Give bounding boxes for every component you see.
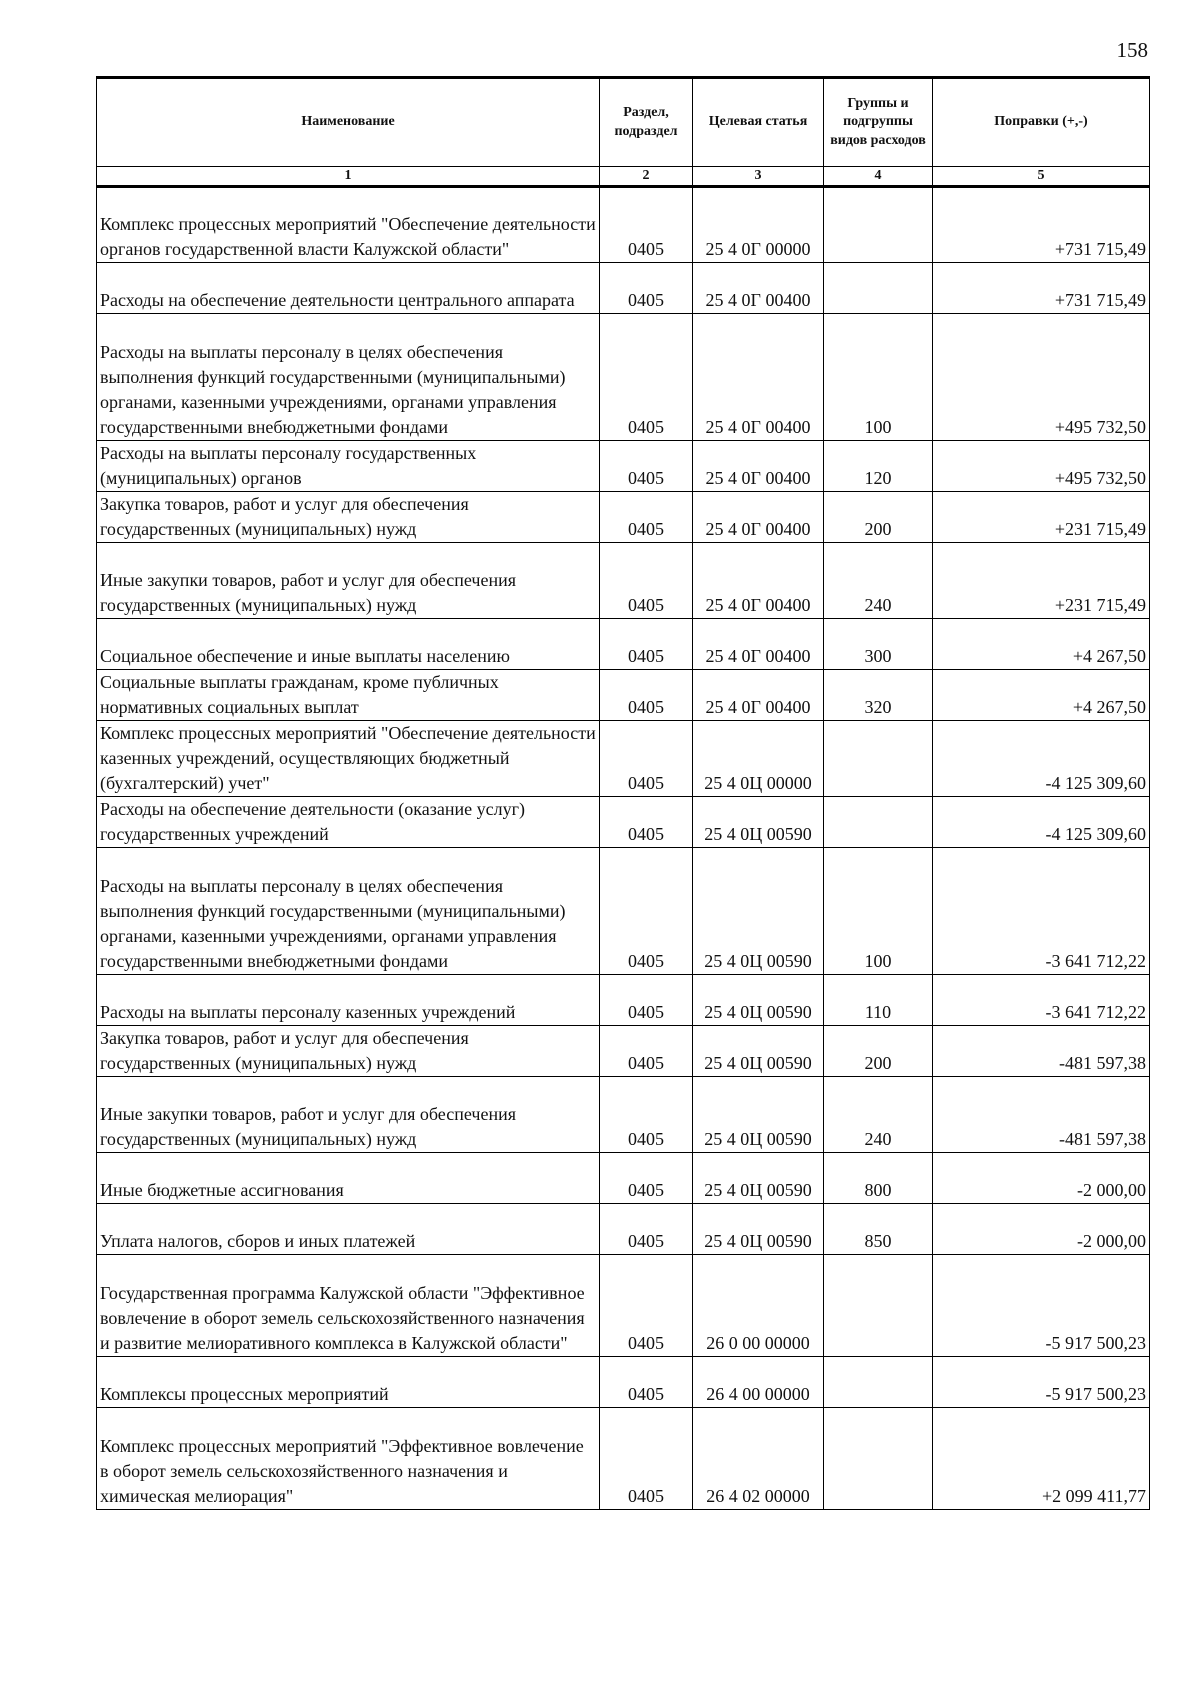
row-section: 0405 bbox=[600, 1255, 693, 1357]
row-name: Иные бюджетные ассигнования bbox=[97, 1153, 600, 1204]
row-amount: +231 715,49 bbox=[933, 543, 1150, 619]
row-target-article: 25 4 0Ц 00590 bbox=[693, 1077, 824, 1153]
row-name: Иные закупки товаров, работ и услуг для обеспечения государственных (муниципальных) нужд bbox=[97, 1077, 600, 1153]
row-section: 0405 bbox=[600, 670, 693, 721]
table-row bbox=[97, 975, 1150, 1026]
table-row bbox=[97, 619, 1150, 670]
row-amount: -2 000,00 bbox=[933, 1204, 1150, 1255]
row-amount: -4 125 309,60 bbox=[933, 797, 1150, 848]
row-target-article: 25 4 0Ц 00000 bbox=[693, 721, 824, 797]
column-number-row bbox=[97, 167, 1150, 187]
row-target-article: 25 4 0Ц 00590 bbox=[693, 848, 824, 975]
row-section: 0405 bbox=[600, 1077, 693, 1153]
row-section: 0405 bbox=[600, 187, 693, 263]
row-target-article: 25 4 0Ц 00590 bbox=[693, 1204, 824, 1255]
row-section: 0405 bbox=[600, 1204, 693, 1255]
row-expense-group bbox=[824, 721, 933, 797]
row-amount: -481 597,38 bbox=[933, 1026, 1150, 1077]
budget-amendments-table bbox=[96, 76, 1150, 1510]
row-amount: +495 732,50 bbox=[933, 314, 1150, 441]
row-name: Иные закупки товаров, работ и услуг для обеспечения государственных (муниципальных) нужд bbox=[97, 543, 600, 619]
table-row bbox=[97, 314, 1150, 441]
row-target-article: 25 4 0Г 00400 bbox=[693, 543, 824, 619]
row-amount: -4 125 309,60 bbox=[933, 721, 1150, 797]
header-expense-group: Группы и подгруппы видов расходов bbox=[824, 78, 933, 167]
row-expense-group bbox=[824, 797, 933, 848]
table-row bbox=[97, 797, 1150, 848]
row-name: Комплекс процессных мероприятий "Эффективное вовлечение в оборот земель сельскохозяйственного назначения и химическая мелиорация" bbox=[97, 1408, 600, 1510]
table-row bbox=[97, 1204, 1150, 1255]
row-amount: +4 267,50 bbox=[933, 670, 1150, 721]
row-expense-group: 240 bbox=[824, 1077, 933, 1153]
row-expense-group: 320 bbox=[824, 670, 933, 721]
header-amendments: Поправки (+,-) bbox=[933, 78, 1150, 167]
row-name: Закупка товаров, работ и услуг для обеспечения государственных (муниципальных) нужд bbox=[97, 492, 600, 543]
row-expense-group bbox=[824, 187, 933, 263]
table-row bbox=[97, 1357, 1150, 1408]
table-row bbox=[97, 1408, 1150, 1510]
row-expense-group: 120 bbox=[824, 441, 933, 492]
table-row bbox=[97, 848, 1150, 975]
row-amount: -5 917 500,23 bbox=[933, 1357, 1150, 1408]
column-number: 2 bbox=[600, 167, 693, 187]
column-number: 4 bbox=[824, 167, 933, 187]
table-row bbox=[97, 1153, 1150, 1204]
page-number: 158 bbox=[1116, 38, 1148, 62]
row-name: Расходы на выплаты персоналу казенных учреждений bbox=[97, 975, 600, 1026]
row-name: Комплекс процессных мероприятий "Обеспечение деятельности органов государственной власти Калужской области" bbox=[97, 187, 600, 263]
row-section: 0405 bbox=[600, 619, 693, 670]
table-body bbox=[97, 187, 1150, 1510]
row-target-article: 25 4 0Г 00400 bbox=[693, 314, 824, 441]
row-section: 0405 bbox=[600, 543, 693, 619]
row-expense-group: 200 bbox=[824, 1026, 933, 1077]
row-section: 0405 bbox=[600, 1357, 693, 1408]
row-target-article: 25 4 0Г 00400 bbox=[693, 670, 824, 721]
row-expense-group: 100 bbox=[824, 314, 933, 441]
row-name: Комплексы процессных мероприятий bbox=[97, 1357, 600, 1408]
row-expense-group: 110 bbox=[824, 975, 933, 1026]
row-target-article: 25 4 0Г 00000 bbox=[693, 187, 824, 263]
row-target-article: 25 4 0Ц 00590 bbox=[693, 797, 824, 848]
row-expense-group bbox=[824, 1408, 933, 1510]
row-amount: +495 732,50 bbox=[933, 441, 1150, 492]
row-amount: +731 715,49 bbox=[933, 187, 1150, 263]
row-section: 0405 bbox=[600, 848, 693, 975]
row-section: 0405 bbox=[600, 441, 693, 492]
column-number: 3 bbox=[693, 167, 824, 187]
row-section: 0405 bbox=[600, 1408, 693, 1510]
row-target-article: 25 4 0Ц 00590 bbox=[693, 975, 824, 1026]
table-row bbox=[97, 263, 1150, 314]
row-expense-group: 240 bbox=[824, 543, 933, 619]
row-section: 0405 bbox=[600, 797, 693, 848]
row-section: 0405 bbox=[600, 1153, 693, 1204]
table-header-row bbox=[97, 78, 1150, 167]
row-name: Расходы на обеспечение деятельности центрального аппарата bbox=[97, 263, 600, 314]
row-amount: -481 597,38 bbox=[933, 1077, 1150, 1153]
row-amount: -3 641 712,22 bbox=[933, 848, 1150, 975]
row-expense-group: 850 bbox=[824, 1204, 933, 1255]
row-expense-group bbox=[824, 1357, 933, 1408]
row-name: Социальное обеспечение и иные выплаты населению bbox=[97, 619, 600, 670]
row-amount: +231 715,49 bbox=[933, 492, 1150, 543]
row-name: Государственная программа Калужской области "Эффективное вовлечение в оборот земель сельскохозяйственного назначения и развитие мелиоративного комплекса в Калужской области" bbox=[97, 1255, 600, 1357]
header-target-article: Целевая статья bbox=[693, 78, 824, 167]
row-target-article: 25 4 0Г 00400 bbox=[693, 441, 824, 492]
row-section: 0405 bbox=[600, 314, 693, 441]
table-row bbox=[97, 670, 1150, 721]
row-amount: -5 917 500,23 bbox=[933, 1255, 1150, 1357]
column-number: 1 bbox=[97, 167, 600, 187]
row-name: Расходы на выплаты персоналу в целях обеспечения выполнения функций государственными (муниципальными) органами, казенными учреждениями, органами управления государственными внебюджетными фондами bbox=[97, 314, 600, 441]
row-name: Комплекс процессных мероприятий "Обеспечение деятельности казенных учреждений, осуществляющих бюджетный (бухгалтерский) учет" bbox=[97, 721, 600, 797]
row-name: Расходы на выплаты персоналу в целях обеспечения выполнения функций государственными (муниципальными) органами, казенными учреждениями, органами управления государственными внебюджетными фондами bbox=[97, 848, 600, 975]
row-section: 0405 bbox=[600, 1026, 693, 1077]
row-expense-group: 200 bbox=[824, 492, 933, 543]
row-name: Уплата налогов, сборов и иных платежей bbox=[97, 1204, 600, 1255]
column-number: 5 bbox=[933, 167, 1150, 187]
row-target-article: 25 4 0Г 00400 bbox=[693, 263, 824, 314]
row-section: 0405 bbox=[600, 492, 693, 543]
row-expense-group: 800 bbox=[824, 1153, 933, 1204]
table-row bbox=[97, 543, 1150, 619]
row-name: Закупка товаров, работ и услуг для обеспечения государственных (муниципальных) нужд bbox=[97, 1026, 600, 1077]
row-section: 0405 bbox=[600, 263, 693, 314]
row-expense-group bbox=[824, 1255, 933, 1357]
row-amount: +2 099 411,77 bbox=[933, 1408, 1150, 1510]
row-expense-group: 100 bbox=[824, 848, 933, 975]
row-expense-group: 300 bbox=[824, 619, 933, 670]
row-amount: +4 267,50 bbox=[933, 619, 1150, 670]
row-expense-group bbox=[824, 263, 933, 314]
row-target-article: 26 4 00 00000 bbox=[693, 1357, 824, 1408]
table-row bbox=[97, 1255, 1150, 1357]
row-section: 0405 bbox=[600, 721, 693, 797]
row-name: Социальные выплаты гражданам, кроме публичных нормативных социальных выплат bbox=[97, 670, 600, 721]
row-name: Расходы на выплаты персоналу государственных (муниципальных) органов bbox=[97, 441, 600, 492]
row-target-article: 26 0 00 00000 bbox=[693, 1255, 824, 1357]
table-row bbox=[97, 441, 1150, 492]
header-name: Наименование bbox=[97, 78, 600, 167]
table-row bbox=[97, 1077, 1150, 1153]
row-target-article: 25 4 0Ц 00590 bbox=[693, 1153, 824, 1204]
row-section: 0405 bbox=[600, 975, 693, 1026]
row-amount: +731 715,49 bbox=[933, 263, 1150, 314]
table-row bbox=[97, 721, 1150, 797]
row-name: Расходы на обеспечение деятельности (оказание услуг) государственных учреждений bbox=[97, 797, 600, 848]
table-row bbox=[97, 187, 1150, 263]
row-amount: -2 000,00 bbox=[933, 1153, 1150, 1204]
row-target-article: 25 4 0Г 00400 bbox=[693, 619, 824, 670]
row-amount: -3 641 712,22 bbox=[933, 975, 1150, 1026]
table-row bbox=[97, 1026, 1150, 1077]
row-target-article: 26 4 02 00000 bbox=[693, 1408, 824, 1510]
row-target-article: 25 4 0Ц 00590 bbox=[693, 1026, 824, 1077]
table-row bbox=[97, 492, 1150, 543]
header-section: Раздел, подраздел bbox=[600, 78, 693, 167]
row-target-article: 25 4 0Г 00400 bbox=[693, 492, 824, 543]
